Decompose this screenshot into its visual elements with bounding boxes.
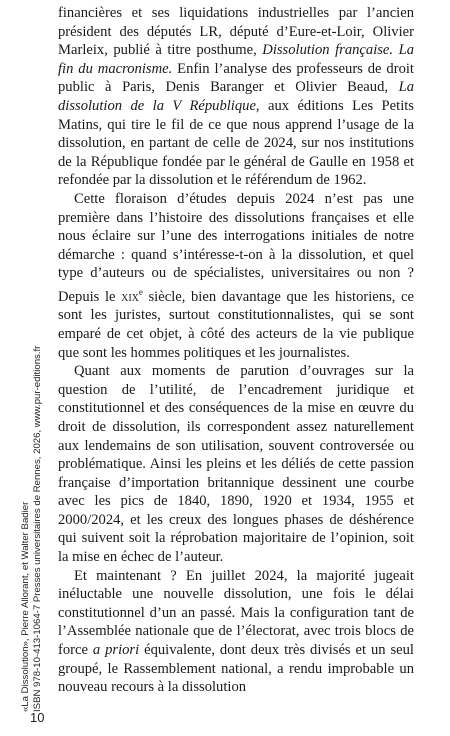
body-text: [58, 4, 414, 697]
paragraph-2: [58, 190, 414, 362]
paragraph-1-text-b: Enfin l’analyse des professeurs de droit public à Paris, Denis Baranger et Olivier Beaud,: [58, 60, 414, 96]
paragraph-2-text-a: Cette floraison d’études depuis 2024 n’est pas une première dans l’histoire des dissolutions françaises et elle nous éclaire sur l’une des interrogations initiales de notre démarche : quand s’intéresse-t-on à la dissolution, et quel type d’auteurs ou de spécialistes, universitaires ou non ? Depuis le: [58, 190, 414, 305]
book-title-dissolution-ve-republique: La dissolution de la V République: [58, 79, 414, 114]
century-numeral: xix: [121, 288, 139, 305]
citation-line-1: «La Dissolution», Pierre Allorant, et Walter Badier: [20, 501, 31, 712]
paragraph-2-text-b: siècle, bien davantage que les historiens, ce sont les juristes, surtout constitutionnalistes, qui se sont emparé de cet objet, à côté des acteurs de la vie publique que sont les hommes politiques et les journalistes.: [58, 288, 414, 361]
italic-a-priori: a priori: [92, 642, 140, 659]
paragraph-4: [58, 567, 414, 697]
paragraph-1-text-a: financières et ses liquidations industrielles par l’ancien président des députés LR, député d’Eure-et-Loir, Olivier Marleix, publié à titre posthume,: [58, 5, 414, 59]
paragraph-4-text-b: équivalente, dont deux très divisés et un seul groupé, le Rassemblement national, a rendu improbable un nouveau recours à la dissolution: [58, 642, 414, 696]
side-citation: [16, 272, 56, 712]
century-superscript: e: [138, 286, 143, 297]
page-number: 10: [30, 710, 45, 725]
paragraph-1-text-c: , aux éditions Les Petits Matins, qui tire le fil de ce que nous apprend l’usage de la dissolution, en partant de celle de 2024, sur nos institutions de la République fondée par le général de Gaulle en 1958 et refondée par la dissolution et le référendum de 1962.: [58, 97, 414, 189]
paragraph-3-text: Quant aux moments de parution d’ouvrages sur la question de l’utilité, de l’encadrement juridique et constitutionnel et des conséquences de la mise en œuvre du droit de dissolution, ils correspondent assez naturellement aux lendemains de son utilisation, souvent controversée ou problématique. Ainsi les pleins et les déliés de cette passion française d’importation britannique dessinent une courbe avec les pics de 1840, 1890, 1920 et 1934, 1955 et 2000/2024, et les creux des longues phases de déshérence qui suivent soit la réprobation majoritaire de l’opinion, soit la mise en échec de l’auteur.: [58, 363, 414, 566]
paragraph-1: [58, 4, 414, 190]
paragraph-3: [58, 362, 414, 567]
book-title-dissolution-francaise: Dissolution française. La fin du macronisme.: [58, 42, 414, 77]
paragraph-4-text-a: Et maintenant ? En juillet 2024, la majorité jugeait inéluctable une nouvelle dissolution, une fois le délai constitutionnel d’un an passé. Mais la configuration tant de l’Assemblée nationale que de l’électorat, avec trois blocs de force: [58, 567, 414, 659]
citation-line-2: ISBN 978-10-413-1064-7 Presses universitaires de Rennes, 2026, www.pur-editions.fr: [32, 345, 43, 712]
